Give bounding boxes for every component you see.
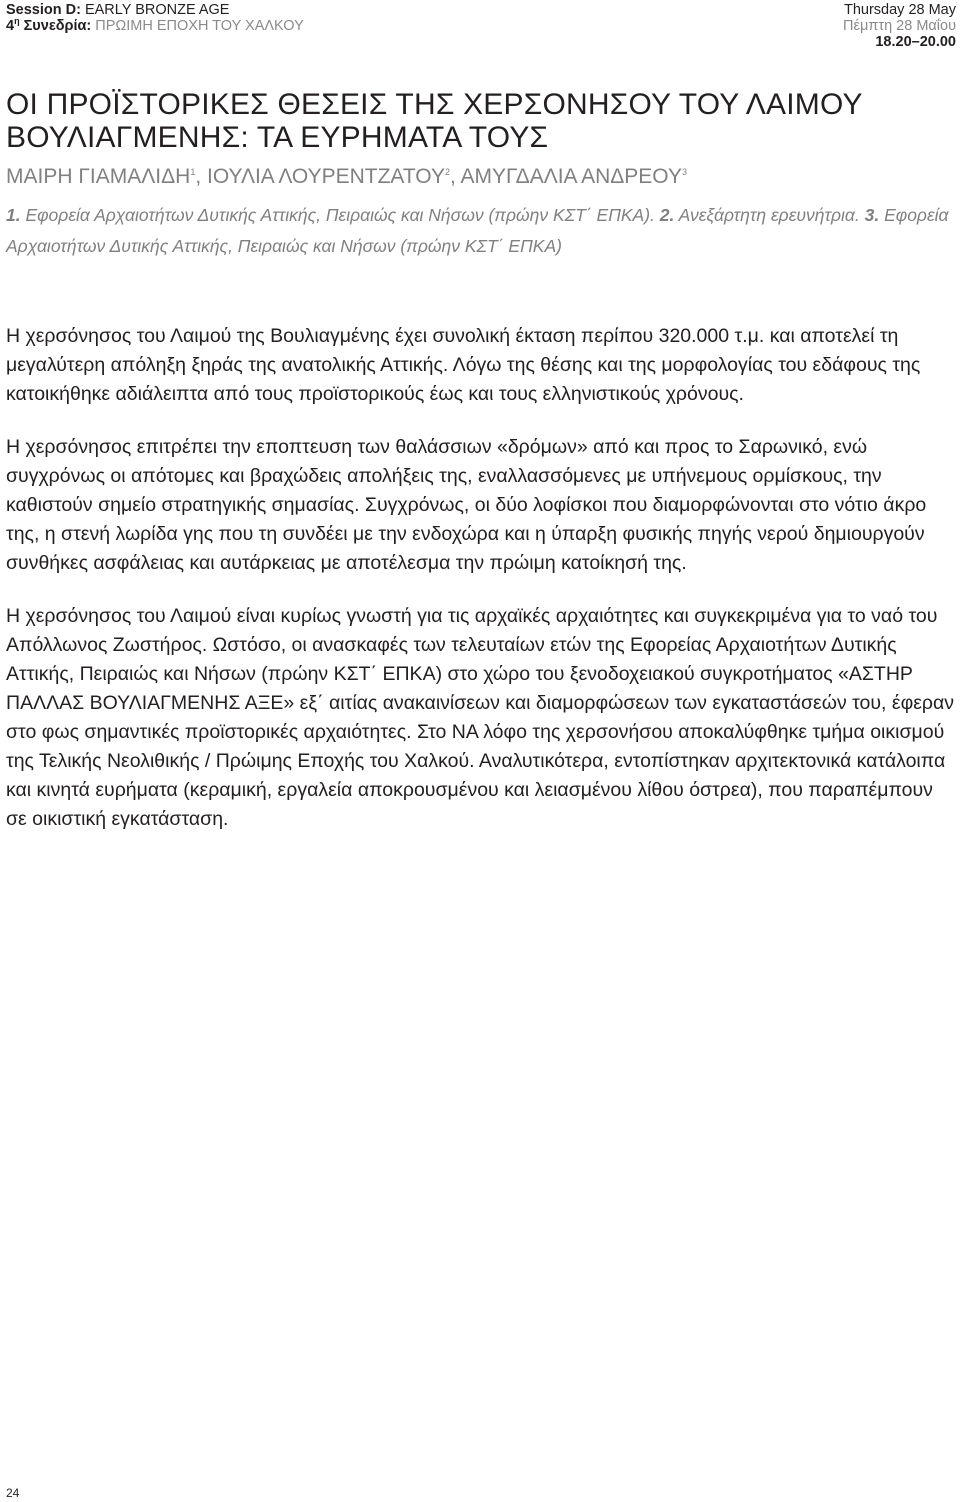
author-sep: , xyxy=(450,165,461,188)
author-sup: 3 xyxy=(681,167,687,177)
affiliation-text: Εφορεία Αρχαιοτήτων Δυτικής Αττικής, Πειραιώς και Νήσων (πρώην ΚΣΤ΄ ΕΠΚΑ) xyxy=(6,205,949,256)
paper-title: ΟΙ ΠΡΟΪΣΤΟΡΙΚΕΣ ΘΕΣΕΙΣ ΤΗΣ ΧΕΡΣΟΝΗΣΟΥ ΤΟΥ ΛΑΙΜΟΥ ΒΟΥΛΙΑΓΜΕΝΗΣ: ΤΑ ΕΥΡΗΜΑΤΑ ΤΟΥΣ xyxy=(6,88,863,154)
paragraph: Η χερσόνησος του Λαιμού της Βουλιαγμένης έχει συνολική έκταση περίπου 320.000 τ.μ. και αποτελεί τη μεγαλύτερη απόληξη ξηράς της ανατολικής Αττικής. Λόγω της θέσης και της μορφολογίας του εδάφους της κατοικήθηκε αδιάλειπτα από τους προϊστορικούς έως και τους ελληνιστικούς χρόνους. xyxy=(6,325,921,405)
session-gr-sup: η xyxy=(14,16,20,27)
paragraph: Η χερσόνησος επιτρέπει την εποπτευση των θαλάσσιων «δρόμων» από και προς το Σαρωνικό, ενώ συγχρόνως οι απότομες και βραχώδεις απολήξεις της, εναλλασσόμενες με υπήνεμους ορμίσκους, την καθιστούν σημείο στρατηγικής σημασίας. Συγχρόνως, οι δύο λοφίσκοι που διαμορφώνονται στο νότιο άκρο της, η στενή λωρίδα γης που τη συνδέει με την ενδοχώρα και η ύπαρξη φυσικής πηγής νερού δημιουργούν συνθήκες ασφάλειας και αυτάρκειας με αποτέλεσμα την πρώιμη κατοίκησή της. xyxy=(6,436,927,574)
date-gr: Πέμπτη 28 Μαΐου xyxy=(843,18,956,34)
author-name: ΑΜΥΓΔΑΛΙΑ ΑΝΔΡΕΟΥ xyxy=(460,165,682,188)
abstract-body xyxy=(6,322,956,858)
time-slot: 18.20–20.00 xyxy=(875,34,956,50)
session-gr-title: ΠΡΩΙΜΗ ΕΠΟΧΗ ΤΟΥ ΧΑΛΚΟΥ xyxy=(95,18,304,34)
session-line-gr xyxy=(6,18,304,34)
author-sep: , xyxy=(195,165,207,188)
session-line-en xyxy=(6,2,304,18)
session-gr-label: Συνεδρία: xyxy=(23,18,92,34)
author-sup: 1 xyxy=(190,167,196,177)
paragraph: Η χερσόνησος του Λαιμού είναι κυρίως γνωστή για τις αρχαϊκές αρχαιότητες και συγκεκριμένα για το ναό του Απόλλωνος Ζωστήρος. Ωστόσο, οι ανασκαφές των τελευταίων ετών της Εφορείας Αρχαιοτήτων Δυτικής Αττικής, Πειραιώς και Νήσων (πρώην ΚΣΤ΄ ΕΠΚΑ) στο χώρο του ξενοδοχειακού συγκροτήματος «ΑΣΤΗΡ ΠΑΛΛΑΣ ΒΟΥΛΙΑΓΜΕΝΗΣ ΑΞΕ» εξ΄ αιτίας ανακαινίσεων και διαμορφώσεων των εγκαταστάσεών του, έφεραν στο φως σημαντικές προϊστορικές αρχαιότητες. Στο ΝΑ λόφο της χερσονήσου αποκαλύφθηκε τμήμα οικισμού της Τελικής Νεολιθικής / Πρώιμης Εποχής του Χαλκού. Αναλυτικότερα, εντοπίστηκαν αρχιτεκτονικά κατάλοιπα και κινητά ευρήματα (κεραμική, εργαλεία αποκρουσμένου και λειασμένου λίθου όστρεα), που παραπέμπουν σε οικιστική εγκατάσταση. xyxy=(6,605,955,830)
session-title: EARLY BRONZE AGE xyxy=(84,2,230,18)
author-list xyxy=(6,165,956,189)
session-label: Session D: xyxy=(6,2,81,18)
affiliation-text: Ανεξάρτητη ερευνήτρια. xyxy=(674,205,865,225)
affiliation-number: 3. xyxy=(864,205,880,225)
affiliation-number: 2. xyxy=(659,205,675,225)
affiliation-list xyxy=(6,200,956,262)
affiliation-text: Εφορεία Αρχαιοτήτων Δυτικής Αττικής, Πειραιώς και Νήσων (πρώην ΚΣΤ΄ ΕΠΚΑ). xyxy=(20,205,660,225)
session-info xyxy=(6,2,304,34)
date-en: Thursday 28 May xyxy=(843,2,956,18)
affiliation-number: 1. xyxy=(6,205,21,225)
author-name: ΜΑΙΡΗ ΓΙΑΜΑΛΙΔΗ xyxy=(6,165,191,188)
date-info xyxy=(843,2,956,50)
author-sup: 2 xyxy=(444,167,450,177)
author-name: ΙΟΥΛΙΑ ΛΟΥΡΕΝΤΖΑΤΟΥ xyxy=(207,165,445,188)
page-header xyxy=(0,0,960,60)
page-number: 24 xyxy=(6,1486,20,1500)
session-gr-num: 4 xyxy=(6,18,15,34)
